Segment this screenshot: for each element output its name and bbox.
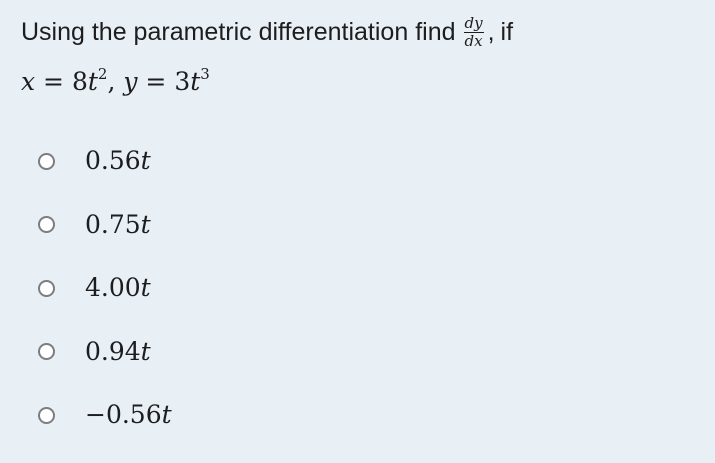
- equation-separator: ,: [107, 67, 124, 96]
- radio-button[interactable]: [38, 280, 55, 297]
- answer-value: 0.75: [85, 209, 141, 239]
- answer-value: 4.00: [85, 273, 141, 302]
- radio-button[interactable]: [38, 343, 55, 360]
- answer-value: 0.94: [85, 336, 141, 366]
- answer-variable: t: [161, 400, 172, 429]
- equation-y-coeff: 3: [174, 67, 191, 96]
- equation-equals-2: =: [137, 67, 175, 96]
- answer-variable: t: [140, 209, 151, 239]
- answer-label: [85, 272, 151, 304]
- radio-button[interactable]: [38, 153, 55, 170]
- answer-label: [85, 399, 172, 431]
- derivative-denominator: dx: [464, 31, 483, 50]
- answer-option[interactable]: [38, 399, 172, 431]
- radio-button[interactable]: [38, 216, 55, 233]
- answer-value: −0.56: [85, 400, 162, 429]
- equation-x-exponent: 2: [97, 65, 108, 83]
- answer-variable: t: [140, 146, 151, 175]
- answer-label: [85, 336, 151, 368]
- derivative-fraction: [464, 13, 484, 50]
- answer-variable: t: [140, 336, 151, 366]
- equation-y-t: t: [190, 67, 201, 96]
- equation-x-t: t: [87, 67, 98, 96]
- answer-option[interactable]: [38, 272, 172, 304]
- answer-option[interactable]: [38, 145, 172, 177]
- answer-option[interactable]: [38, 336, 172, 368]
- question-text-line: [21, 12, 701, 52]
- question-text: Using the parametric differentiation find: [21, 18, 456, 46]
- answer-variable: t: [140, 273, 151, 302]
- answer-option[interactable]: [38, 209, 172, 241]
- answer-value: 0.56: [85, 146, 141, 175]
- equation-y-var: y: [123, 67, 138, 96]
- equation-line: [21, 54, 701, 102]
- question-comma: ,: [487, 18, 495, 46]
- equation-x-coeff: 8: [71, 67, 88, 96]
- answer-label: [85, 209, 151, 241]
- radio-button[interactable]: [38, 407, 55, 424]
- equation-y-exponent: 3: [200, 65, 210, 83]
- question-block: [21, 12, 701, 102]
- equation-equals-1: =: [35, 67, 72, 96]
- question-suffix: if: [500, 18, 514, 46]
- answer-options: [38, 145, 172, 463]
- equation-x-var: x: [21, 67, 36, 96]
- derivative-numerator: dy: [464, 13, 483, 32]
- answer-label: [85, 145, 151, 177]
